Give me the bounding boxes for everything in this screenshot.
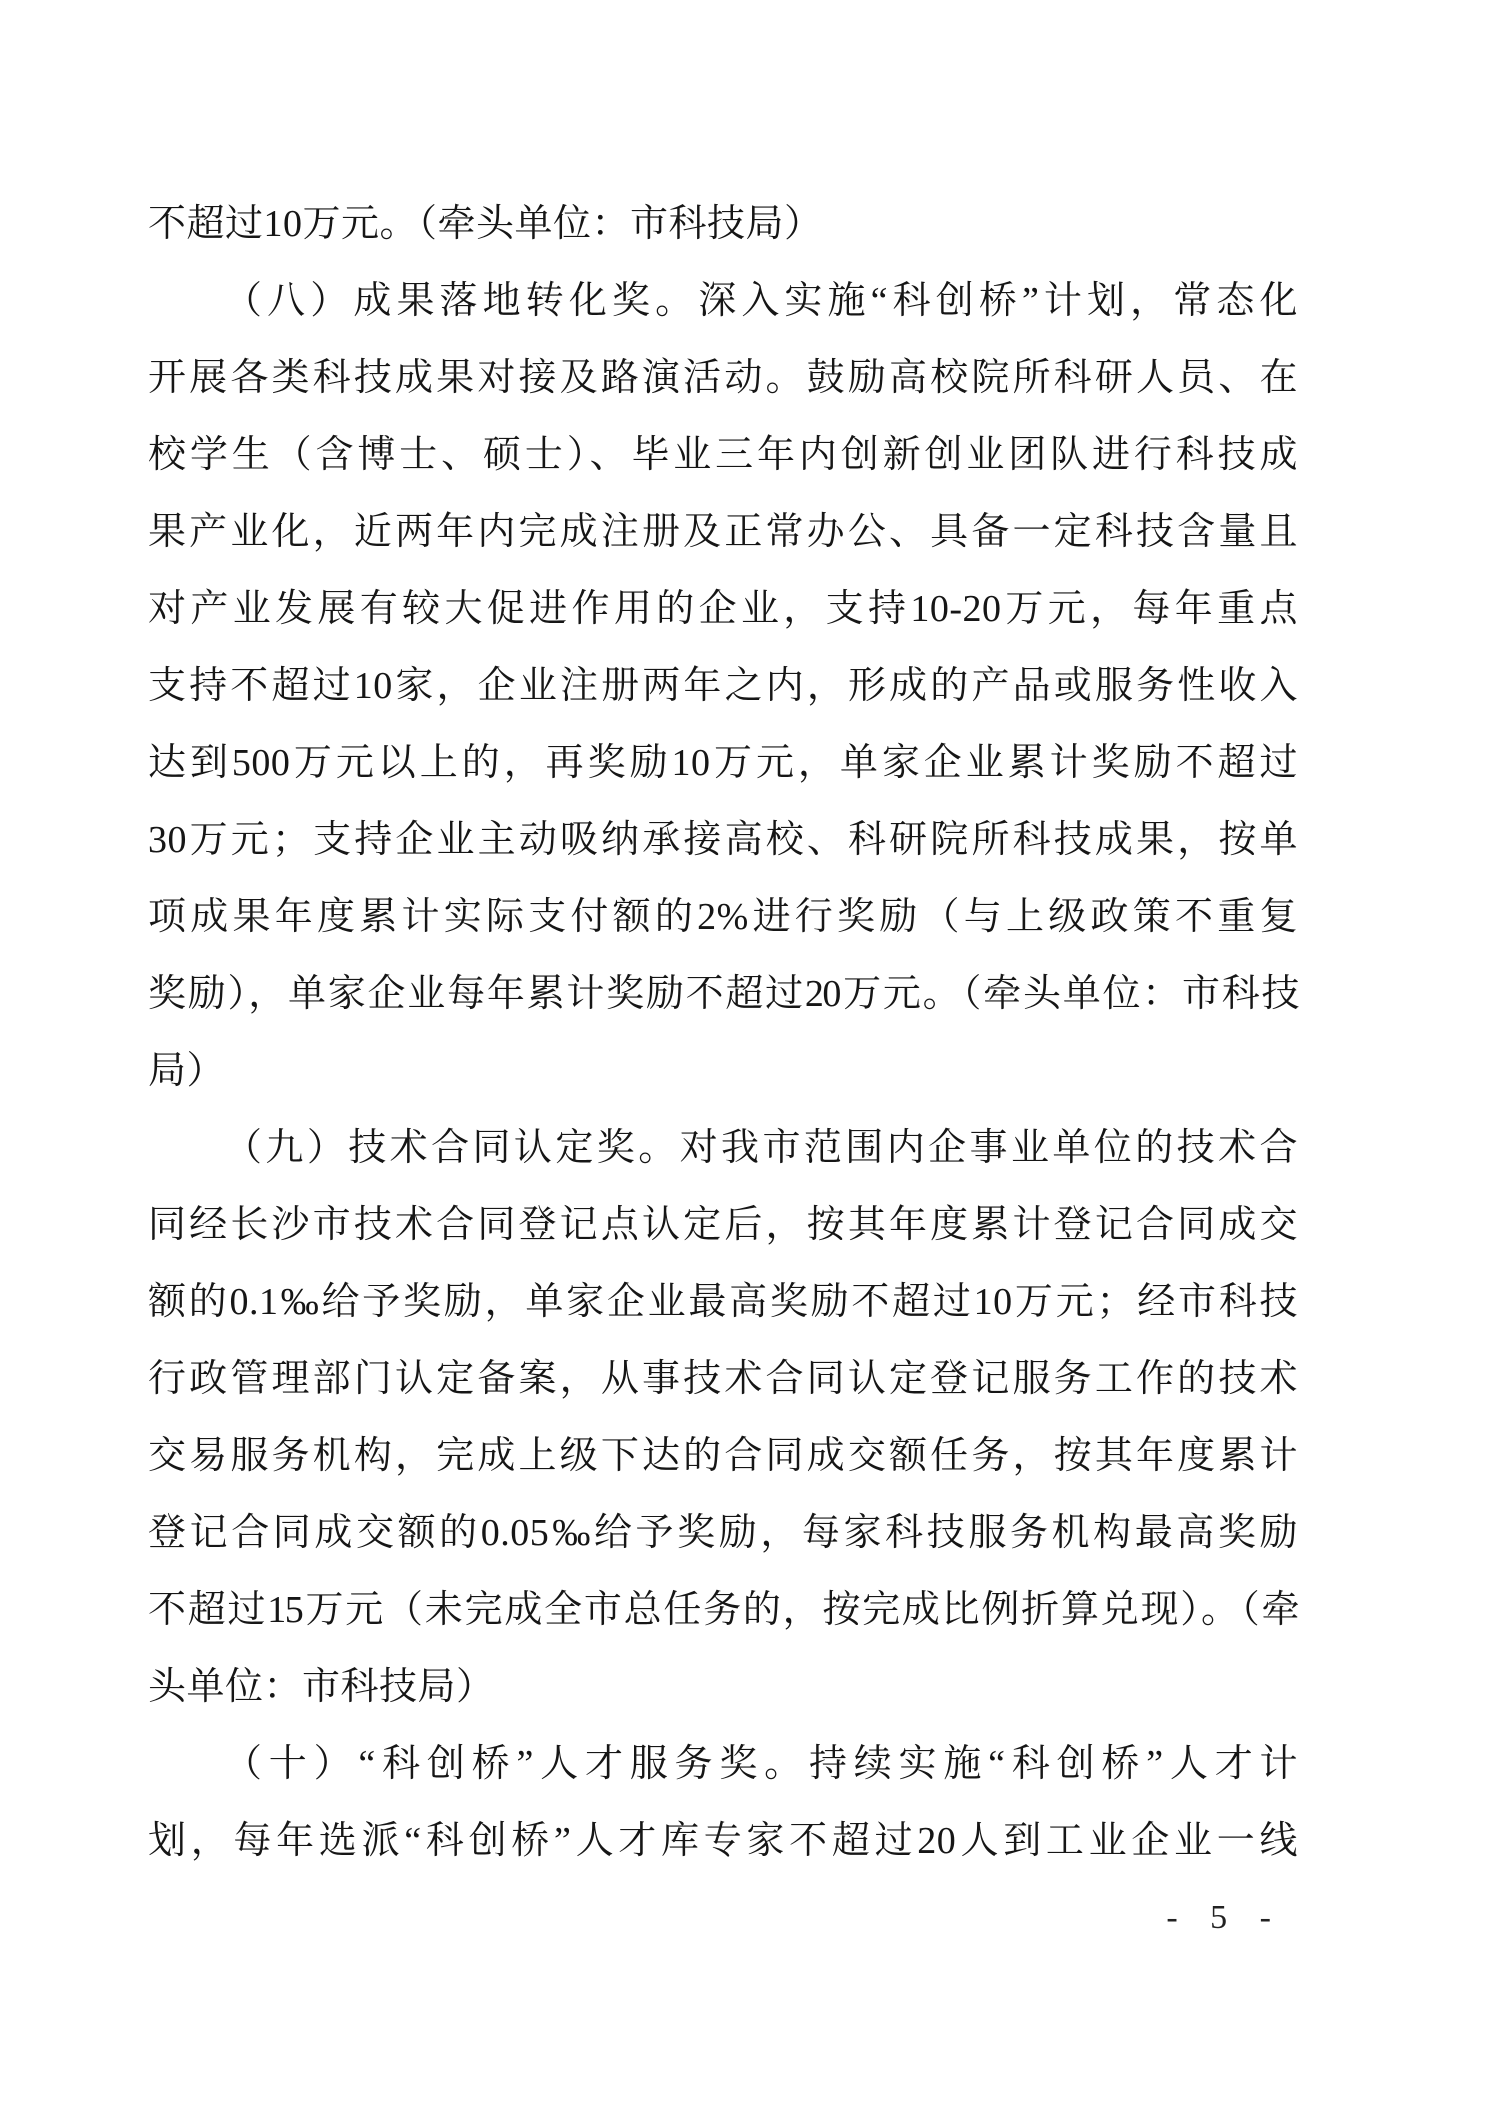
page-number: - 5 - <box>1166 1899 1283 1936</box>
text-line: 果产业化，近两年内完成注册及正常办公、具备一定科技含量且 <box>148 511 1298 553</box>
text-line: （八）成果落地转化奖。深入实施“科创桥”计划，常态化 <box>224 280 1298 322</box>
text-line: 奖励），单家企业每年累计奖励不超过20万元。（牵头单位：市科技 <box>148 973 1298 1015</box>
document-body <box>148 186 1298 1880</box>
text-line: 登记合同成交额的0.05‰给予奖励，每家科技服务机构最高奖励 <box>148 1512 1298 1554</box>
text-line: 不超过15万元（未完成全市总任务的，按完成比例折算兑现）。（牵 <box>148 1589 1298 1631</box>
text-line: 对产业发展有较大促进作用的企业，支持10-20万元，每年重点 <box>148 588 1298 630</box>
text-line: （九）技术合同认定奖。对我市范围内企事业单位的技术合 <box>224 1127 1298 1169</box>
text-line: 交易服务机构，完成上级下达的合同成交额任务，按其年度累计 <box>148 1435 1298 1477</box>
text-line: 开展各类科技成果对接及路演活动。鼓励高校院所科研人员、在 <box>148 357 1298 399</box>
text-line: 同经长沙市技术合同登记点认定后，按其年度累计登记合同成交 <box>148 1204 1298 1246</box>
text-line: （十）“科创桥”人才服务奖。持续实施“科创桥”人才计 <box>224 1743 1298 1785</box>
text-line: 30万元；支持企业主动吸纳承接高校、科研院所科技成果，按单 <box>148 819 1298 861</box>
text-line: 行政管理部门认定备案，从事技术合同认定登记服务工作的技术 <box>148 1358 1298 1400</box>
text-line: 支持不超过10家，企业注册两年之内，形成的产品或服务性收入 <box>148 665 1298 707</box>
text-line: 头单位：市科技局） <box>148 1666 495 1708</box>
text-line: 校学生（含博士、硕士）、毕业三年内创新创业团队进行科技成 <box>148 434 1298 476</box>
text-line: 项成果年度累计实际支付额的2%进行奖励（与上级政策不重复 <box>148 896 1298 938</box>
text-line: 不超过10万元。（牵头单位：市科技局） <box>148 203 823 245</box>
text-line: 达到500万元以上的，再奖励10万元，单家企业累计奖励不超过 <box>148 742 1298 784</box>
text-line: 局） <box>148 1050 226 1092</box>
text-line: 划，每年选派“科创桥”人才库专家不超过20人到工业企业一线 <box>148 1820 1298 1862</box>
text-line: 额的0.1‰给予奖励，单家企业最高奖励不超过10万元；经市科技 <box>148 1281 1298 1323</box>
